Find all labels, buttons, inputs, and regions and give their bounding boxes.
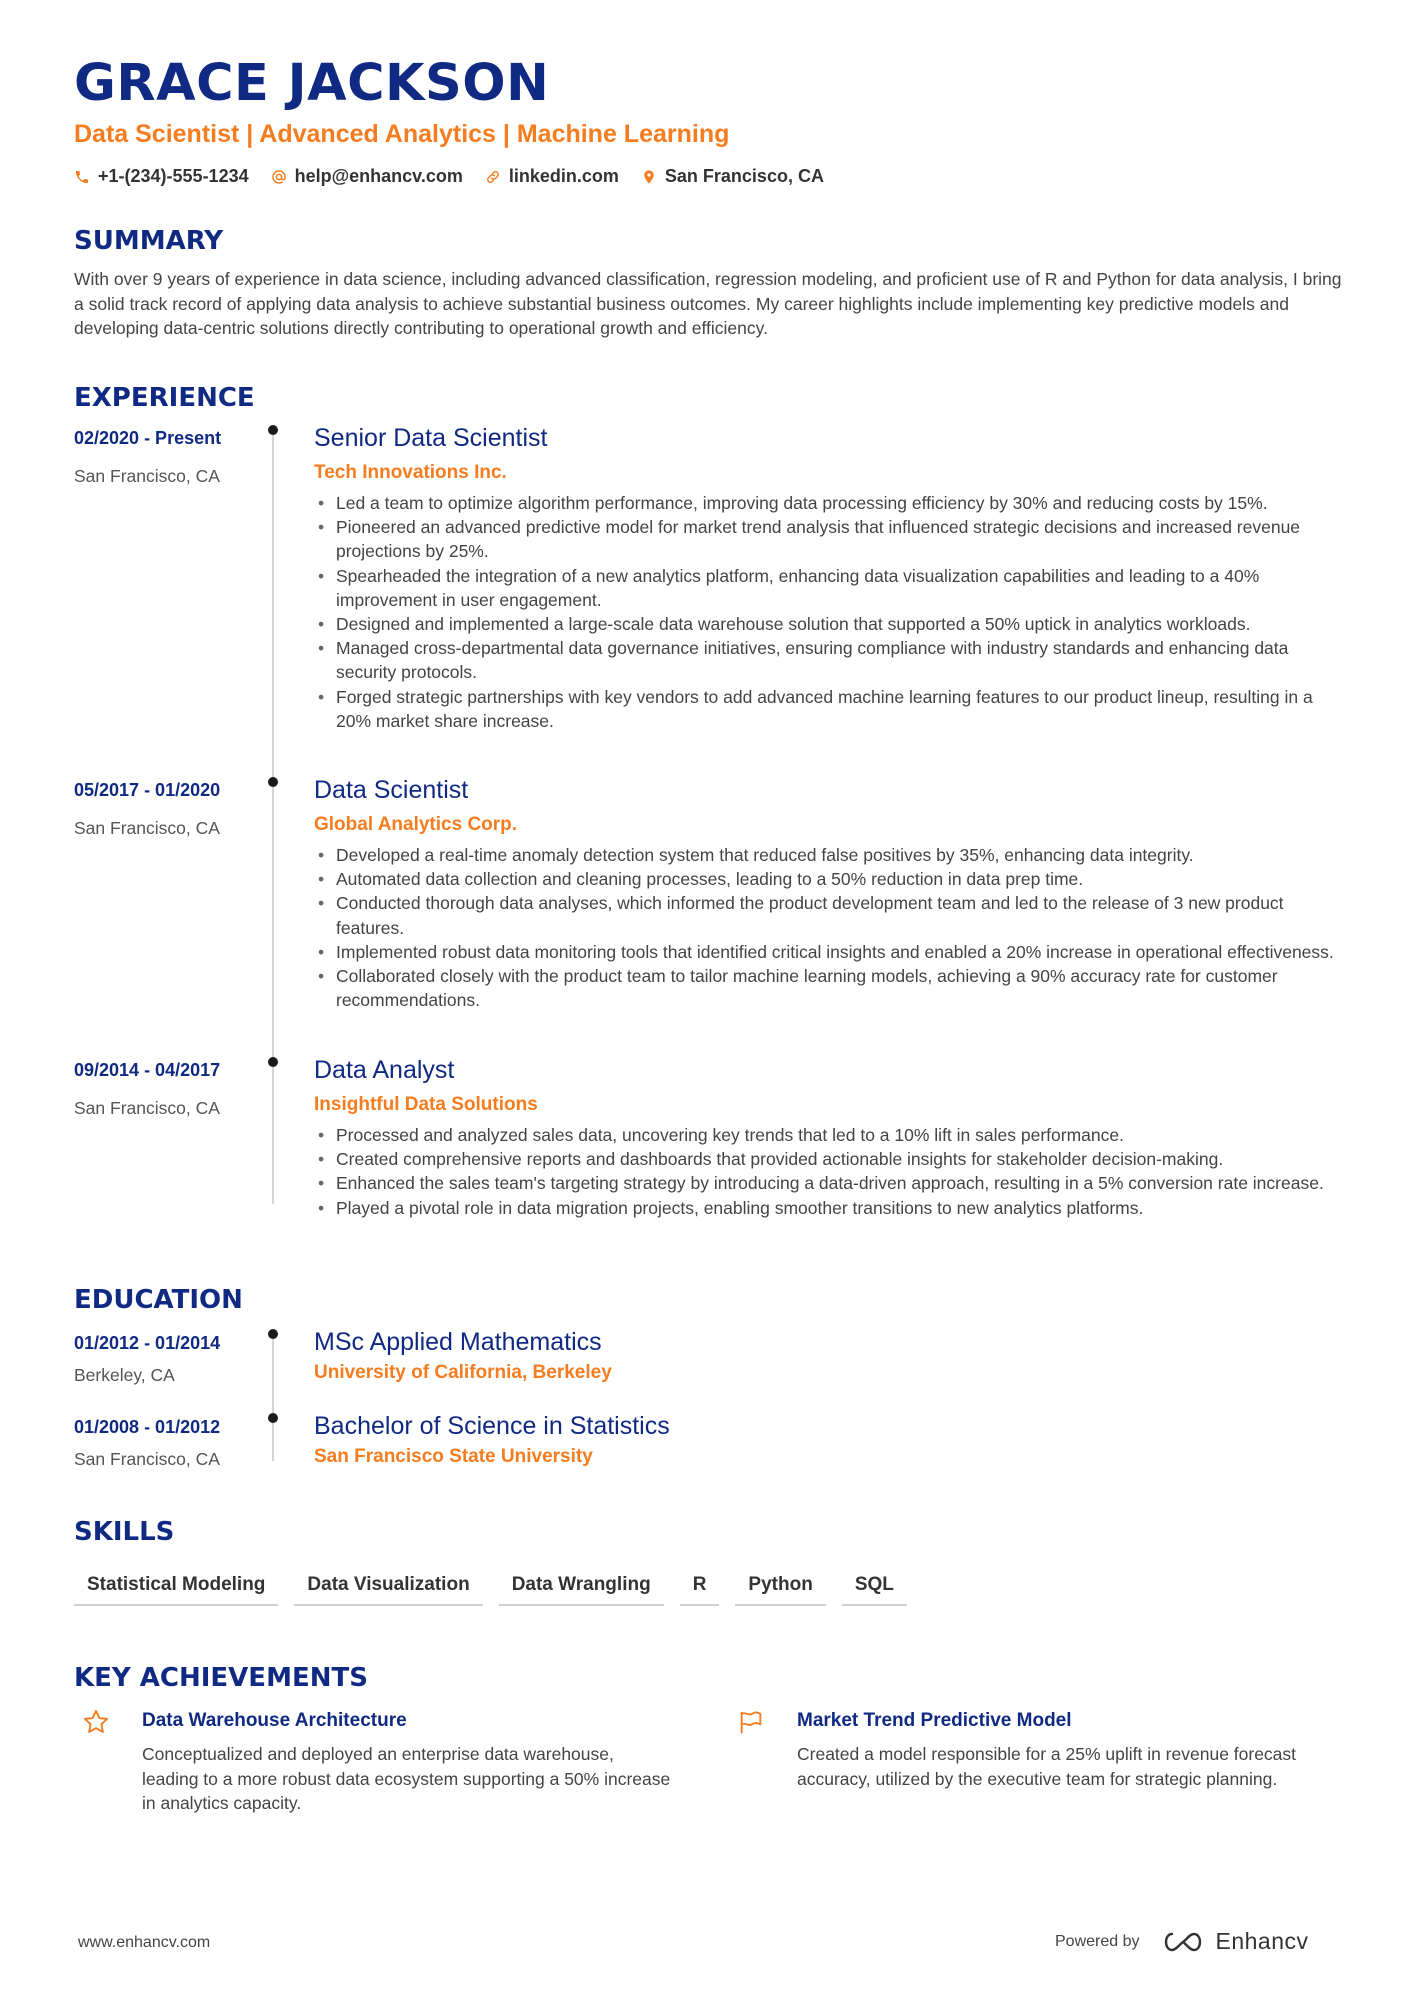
list-item: • Collaborated closely with the product team to tailor machine learning models, achieving a 90% accuracy rate for customer recommendations.: [314, 964, 1344, 1012]
summary-text: With over 9 years of experience in data science, including advanced classification, regression modeling, and proficient use of R and Python for data analysis, I bring a solid track record of applying data analysis to achieve substantial business outcomes. My career highlights include implementing key predictive models and developing data-centric solutions directly contributing to operational growth and efficiency.: [74, 269, 1342, 338]
education-school: San Francisco State University: [314, 1446, 593, 1467]
achievements-heading: KEY ACHIEVEMENTS: [74, 1663, 368, 1693]
powered-by-label: Powered by: [1055, 1932, 1140, 1950]
list-item: • Designed and implemented a large-scale data warehouse solution that supported a 50% uptick in analytics workloads.: [314, 612, 1344, 636]
list-item: • Played a pivotal role in data migration projects, enabling smoother transitions to new analytics platforms.: [314, 1196, 1344, 1220]
location-text: San Francisco, CA: [664, 166, 824, 186]
experience-date: 05/2017 - 01/2020: [74, 780, 221, 800]
candidate-name: GRACE JACKSON: [74, 54, 550, 113]
contact-location: [641, 166, 824, 187]
education-timeline: [272, 1333, 274, 1461]
contact-email[interactable]: [271, 166, 463, 187]
list-item: • Created comprehensive reports and dashboards that provided actionable insights for stakeholder decision-making.: [314, 1147, 1344, 1171]
list-item: • Processed and analyzed sales data, uncovering key trends that led to a 10% lift in sales performance.: [314, 1123, 1344, 1147]
timeline-dot: [268, 425, 278, 435]
timeline-dot: [268, 1057, 278, 1067]
achievement-desc: Created a model responsible for a 25% uplift in revenue forecast accuracy, utilized by the executive team for strategic planning.: [797, 1744, 1297, 1789]
skill-tag: SQL: [842, 1574, 907, 1606]
experience-heading: EXPERIENCE: [74, 383, 255, 413]
list-item: • Forged strategic partnerships with key vendors to add advanced machine learning features to our product lineup, resulting in a 20% market share increase.: [314, 685, 1344, 733]
education-degree: Bachelor of Science in Statistics: [314, 1412, 670, 1440]
list-item: • Led a team to optimize algorithm performance, improving data processing efficiency by 30% and reducing costs by 15%.: [314, 491, 1344, 515]
location-pin-icon: [641, 169, 657, 185]
skills-list: [74, 1574, 907, 1606]
education-school: University of California, Berkeley: [314, 1362, 612, 1383]
enhancv-logo-icon: [1160, 1930, 1206, 1954]
skill-tag: Data Wrangling: [499, 1574, 664, 1606]
flag-icon: [737, 1708, 765, 1736]
linkedin-text: linkedin.com: [508, 166, 619, 186]
education-location: San Francisco, CA: [74, 1449, 220, 1469]
experience-location: San Francisco, CA: [74, 466, 220, 486]
timeline-dot: [268, 1413, 278, 1423]
brand-name: Enhancv: [1215, 1928, 1309, 1954]
footer-website[interactable]: www.enhancv.com: [78, 1934, 211, 1951]
brand-logo[interactable]: [1160, 1928, 1309, 1955]
experience-role: Data Analyst: [314, 1056, 455, 1084]
experience-bullets: [314, 843, 1344, 1012]
contact-phone[interactable]: [74, 166, 249, 187]
footer-branding: [1055, 1928, 1309, 1955]
experience-role: Senior Data Scientist: [314, 424, 548, 452]
education-date: 01/2008 - 01/2012: [74, 1417, 221, 1437]
education-degree: MSc Applied Mathematics: [314, 1328, 602, 1356]
star-icon: [82, 1708, 110, 1736]
contact-linkedin[interactable]: [485, 166, 619, 187]
phone-text: +1-(234)-555-1234: [98, 166, 249, 186]
list-item: • Pioneered an advanced predictive model for market trend analysis that influenced strategic decisions and increased revenue projections by 25%.: [314, 515, 1344, 563]
list-item: • Enhanced the sales team's targeting strategy by introducing a data-driven approach, resulting in a 5% conversion rate increase.: [314, 1171, 1344, 1195]
experience-location: San Francisco, CA: [74, 1098, 220, 1118]
education-date: 01/2012 - 01/2014: [74, 1333, 221, 1353]
experience-company: Tech Innovations Inc.: [314, 462, 507, 483]
achievement-desc: Conceptualized and deployed an enterprise data warehouse, leading to a more robust data ecosystem supporting a 50% increase in analytics capacity.: [142, 1744, 671, 1813]
timeline-dot: [268, 1329, 278, 1339]
link-icon: [485, 169, 501, 185]
experience-company: Global Analytics Corp.: [314, 814, 518, 835]
experience-date: 09/2014 - 04/2017: [74, 1060, 221, 1080]
experience-location: San Francisco, CA: [74, 818, 220, 838]
contact-row: [74, 166, 824, 187]
list-item: • Implemented robust data monitoring tools that identified critical insights and enabled a 20% increase in operational effectiveness.: [314, 940, 1344, 964]
timeline-dot: [268, 777, 278, 787]
at-icon: [271, 169, 287, 185]
list-item: • Conducted thorough data analyses, which informed the product development team and led to the release of 3 new product features.: [314, 891, 1344, 939]
experience-company: Insightful Data Solutions: [314, 1094, 538, 1115]
phone-icon: [74, 169, 90, 185]
list-item: • Spearheaded the integration of a new analytics platform, enhancing data visualization capabilities and leading to a 40% improvement in user engagement.: [314, 564, 1344, 612]
education-location: Berkeley, CA: [74, 1365, 175, 1385]
candidate-title: Data Scientist | Advanced Analytics | Machine Learning: [74, 120, 730, 148]
skill-tag: Statistical Modeling: [74, 1574, 278, 1606]
list-item: • Automated data collection and cleaning processes, leading to a 50% reduction in data prep time.: [314, 867, 1344, 891]
summary-heading: SUMMARY: [74, 226, 224, 256]
education-heading: EDUCATION: [74, 1285, 243, 1315]
list-item: • Managed cross-departmental data governance initiatives, ensuring compliance with industry standards and enhancing data security protocols.: [314, 636, 1344, 684]
list-item: • Developed a real-time anomaly detection system that reduced false positives by 35%, enhancing data integrity.: [314, 843, 1344, 867]
experience-role: Data Scientist: [314, 776, 469, 804]
achievement-title: Data Warehouse Architecture: [142, 1710, 407, 1731]
email-text: help@enhancv.com: [294, 166, 463, 186]
skill-tag: Python: [735, 1574, 825, 1606]
skills-heading: SKILLS: [74, 1517, 175, 1547]
skill-tag: R: [680, 1574, 720, 1606]
experience-date: 02/2020 - Present: [74, 428, 222, 448]
experience-bullets: [314, 491, 1344, 733]
achievement-title: Market Trend Predictive Model: [797, 1710, 1072, 1731]
skill-tag: Data Visualization: [294, 1574, 482, 1606]
experience-bullets: [314, 1123, 1344, 1220]
experience-timeline: [272, 428, 274, 1204]
